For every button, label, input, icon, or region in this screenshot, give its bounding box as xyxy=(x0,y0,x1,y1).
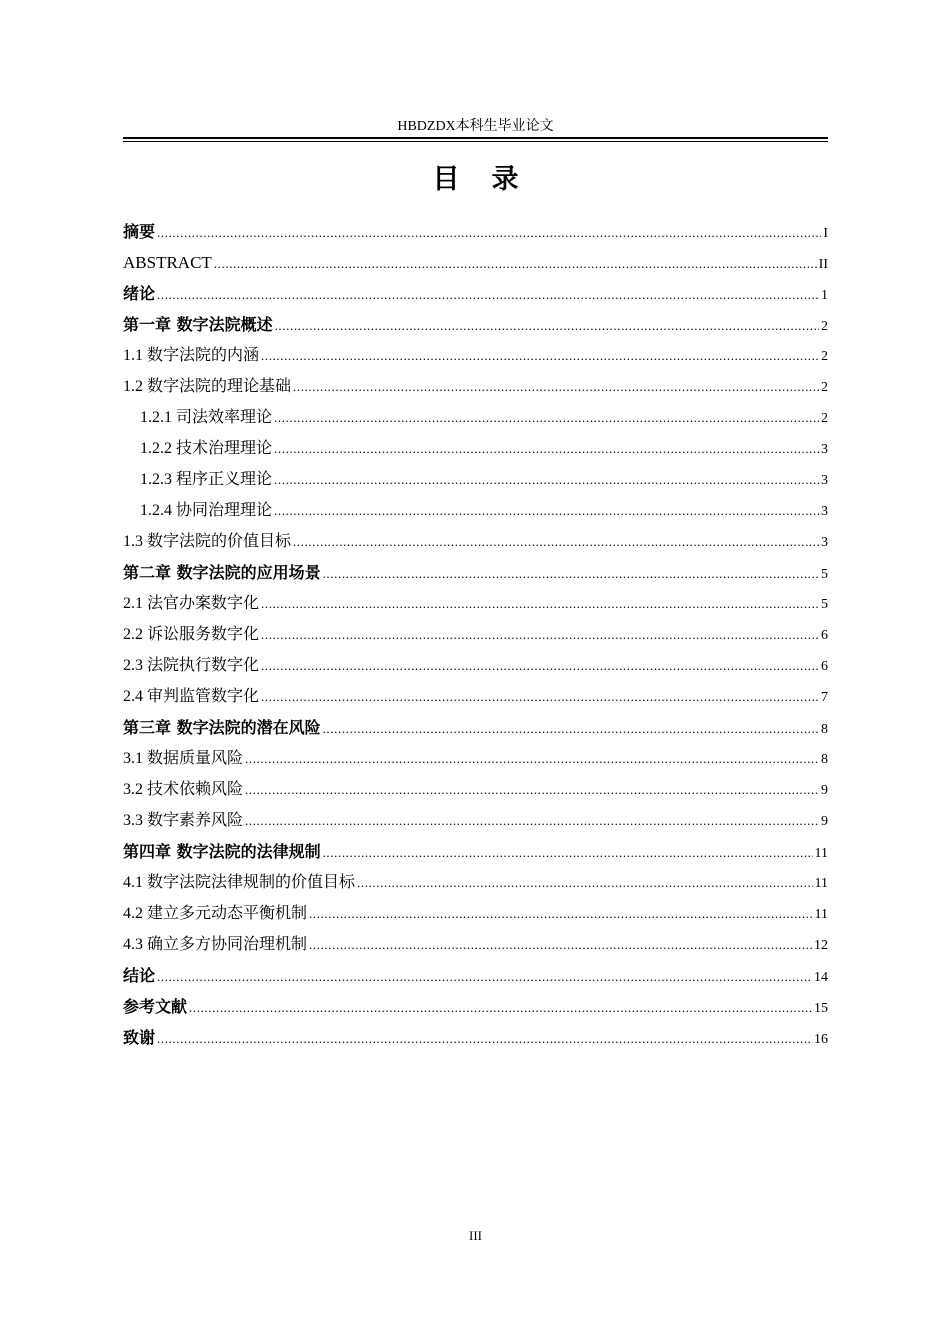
toc-entry-label: 第四章 数字法院的法律规制 xyxy=(123,842,321,861)
toc-entry-page: 6 xyxy=(821,628,828,643)
toc-entry-label: 2.4 审判监管数字化 xyxy=(123,688,260,705)
toc-entry[interactable] xyxy=(123,619,828,650)
toc-entry[interactable] xyxy=(123,774,828,805)
toc-entry-label: 4.2 建立多元动态平衡机制 xyxy=(123,905,308,922)
toc-entry-label: 3.2 技术依赖风险 xyxy=(123,781,244,798)
toc-entry-page: 3 xyxy=(821,442,828,457)
toc-entry-page: 5 xyxy=(821,567,828,582)
toc-entry-page: 7 xyxy=(821,690,828,705)
toc-entry-label: 4.1 数字法院法律规制的价值目标 xyxy=(123,874,356,891)
toc-leader-dots xyxy=(157,961,812,992)
table-of-contents xyxy=(123,216,828,1053)
toc-entry-label: 4.3 确立多方协同治理机制 xyxy=(123,936,308,953)
toc-entry-label: 1.2 数字法院的理论基础 xyxy=(123,378,292,395)
toc-entry-page: 12 xyxy=(814,938,828,953)
toc-entry-label: 第一章 数字法院概述 xyxy=(123,315,273,334)
toc-leader-dots xyxy=(323,713,819,744)
toc-entry-page: 2 xyxy=(821,411,828,426)
toc-entry-page: 8 xyxy=(821,752,828,767)
toc-entry-page: II xyxy=(818,257,828,272)
toc-entry[interactable] xyxy=(123,371,828,402)
toc-entry-label: 致谢 xyxy=(123,1028,156,1047)
toc-entry-page: I xyxy=(823,226,828,241)
toc-entry[interactable] xyxy=(123,247,828,278)
toc-leader-dots xyxy=(323,558,819,589)
toc-entry-label: 1.3 数字法院的价值目标 xyxy=(123,533,292,550)
toc-entry-page: 2 xyxy=(821,349,828,364)
toc-entry[interactable] xyxy=(123,588,828,619)
toc-entry-label: 第三章 数字法院的潜在风险 xyxy=(123,718,321,737)
toc-leader-dots xyxy=(357,867,813,898)
toc-entry[interactable] xyxy=(123,278,828,309)
toc-entry-page: 9 xyxy=(821,814,828,829)
toc-entry-label: 1.1 数字法院的内涵 xyxy=(123,347,260,364)
toc-entry-label: 2.3 法院执行数字化 xyxy=(123,657,260,674)
toc-entry[interactable] xyxy=(123,402,828,433)
toc-entry-label: 结论 xyxy=(123,966,156,985)
toc-entry-label: 参考文献 xyxy=(123,997,188,1016)
page-number: III xyxy=(469,1228,482,1243)
toc-leader-dots xyxy=(274,464,819,495)
toc-entry[interactable] xyxy=(123,495,828,526)
toc-entry[interactable] xyxy=(123,712,828,743)
toc-leader-dots xyxy=(293,371,819,402)
toc-leader-dots xyxy=(261,340,819,371)
toc-entry[interactable] xyxy=(123,836,828,867)
toc-leader-dots xyxy=(275,310,819,341)
toc-entry-page: 5 xyxy=(821,597,828,612)
toc-leader-dots xyxy=(274,402,819,433)
toc-entry-page: 2 xyxy=(821,380,828,395)
toc-leader-dots xyxy=(261,619,819,650)
toc-entry-page: 11 xyxy=(814,907,828,922)
toc-entry[interactable] xyxy=(123,898,828,929)
toc-entry-page: 16 xyxy=(814,1032,828,1047)
toc-entry[interactable] xyxy=(123,464,828,495)
toc-entry-page: 15 xyxy=(814,1001,828,1016)
toc-entry-page: 11 xyxy=(814,876,828,891)
toc-entry[interactable] xyxy=(123,433,828,464)
toc-leader-dots xyxy=(245,774,819,805)
toc-entry-label: 1.2.4 协同治理理论 xyxy=(140,502,273,519)
toc-entry-page: 11 xyxy=(814,846,828,861)
running-header: HBDZDX本科生毕业论文 xyxy=(397,119,554,134)
toc-leader-dots xyxy=(293,526,819,557)
toc-entry[interactable] xyxy=(123,929,828,960)
header-rule xyxy=(123,137,828,139)
toc-leader-dots xyxy=(157,279,819,310)
toc-leader-dots xyxy=(274,433,819,464)
toc-entry-label: 3.1 数据质量风险 xyxy=(123,750,244,767)
toc-leader-dots xyxy=(309,929,812,960)
toc-entry-page: 9 xyxy=(821,783,828,798)
toc-entry-label: 第二章 数字法院的应用场景 xyxy=(123,563,321,582)
toc-entry-label: 1.2.1 司法效率理论 xyxy=(140,409,273,426)
toc-entry-page: 1 xyxy=(821,288,828,303)
toc-leader-dots xyxy=(261,681,819,712)
toc-entry[interactable] xyxy=(123,805,828,836)
toc-entry[interactable] xyxy=(123,743,828,774)
toc-leader-dots xyxy=(245,805,819,836)
toc-leader-dots xyxy=(261,588,819,619)
page-title: 目录 xyxy=(432,164,551,195)
toc-entry-label: 摘要 xyxy=(123,222,156,241)
toc-entry-page: 3 xyxy=(821,535,828,550)
toc-leader-dots xyxy=(189,992,812,1023)
toc-entry-page: 3 xyxy=(821,473,828,488)
toc-entry[interactable] xyxy=(123,960,828,991)
toc-entry[interactable] xyxy=(123,681,828,712)
toc-entry[interactable] xyxy=(123,1022,828,1053)
toc-entry[interactable] xyxy=(123,867,828,898)
toc-leader-dots xyxy=(157,217,821,248)
header-rule-thin xyxy=(123,141,828,142)
toc-entry-page: 6 xyxy=(821,659,828,674)
toc-entry-label: ABSTRACT xyxy=(123,253,212,272)
toc-entry-label: 2.1 法官办案数字化 xyxy=(123,595,260,612)
toc-entry-label: 3.3 数字素养风险 xyxy=(123,812,244,829)
toc-leader-dots xyxy=(323,837,813,868)
toc-leader-dots xyxy=(245,743,819,774)
toc-entry[interactable] xyxy=(123,216,828,247)
toc-entry-label: 绪论 xyxy=(123,284,156,303)
toc-leader-dots xyxy=(274,495,819,526)
toc-entry-page: 2 xyxy=(821,319,828,334)
toc-entry[interactable] xyxy=(123,557,828,588)
toc-leader-dots xyxy=(214,248,817,279)
toc-entry[interactable] xyxy=(123,340,828,371)
toc-entry-page: 3 xyxy=(821,504,828,519)
toc-entry-label: 1.2.3 程序正义理论 xyxy=(140,471,273,488)
toc-entry[interactable] xyxy=(123,309,828,340)
toc-entry-label: 1.2.2 技术治理理论 xyxy=(140,440,273,457)
toc-leader-dots xyxy=(157,1023,812,1054)
toc-leader-dots xyxy=(309,898,813,929)
toc-entry-label: 2.2 诉讼服务数字化 xyxy=(123,626,260,643)
toc-entry[interactable] xyxy=(123,650,828,681)
toc-leader-dots xyxy=(261,650,819,681)
toc-entry-page: 14 xyxy=(814,970,828,985)
toc-entry[interactable] xyxy=(123,526,828,557)
toc-entry[interactable] xyxy=(123,991,828,1022)
toc-entry-page: 8 xyxy=(821,722,828,737)
